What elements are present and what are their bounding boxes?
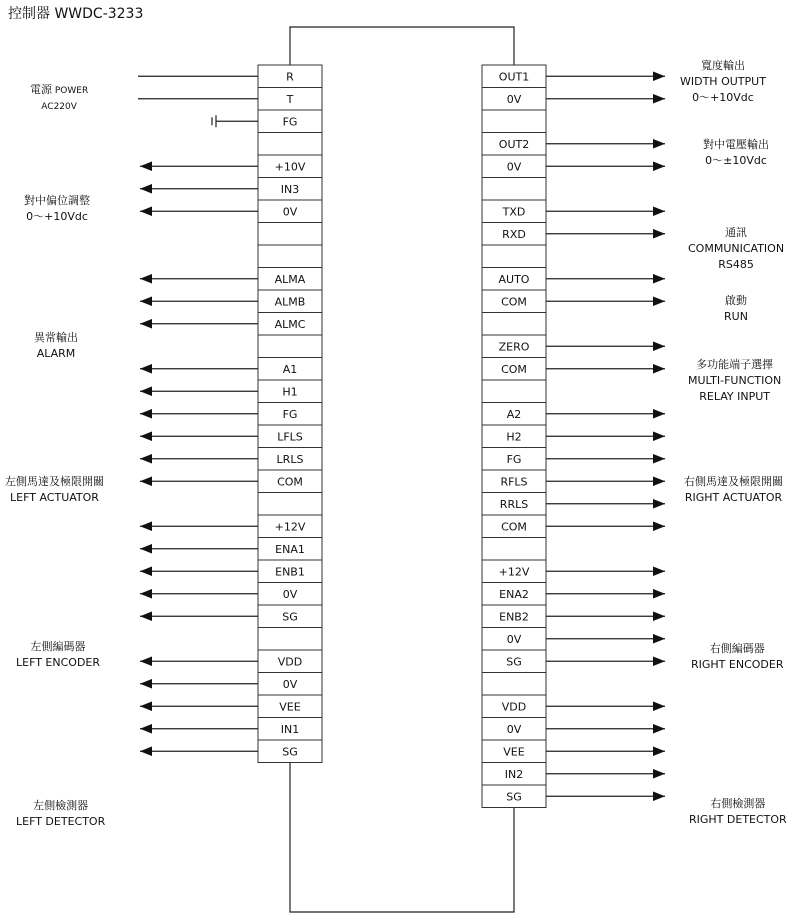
left-terminal-lrls: LRLS (276, 452, 304, 466)
left-terminal-lfls: LFLS (277, 430, 303, 444)
right-terminal-sg: SG (506, 655, 522, 669)
group-label-left-encoder: 左側編碼器 LEFT ENCODER (16, 640, 101, 669)
left-terminal-ena1: ENA1 (275, 542, 305, 556)
right-terminal-auto: AUTO (498, 272, 530, 286)
group-label-right-detector: 右側檢測器 RIGHT DETECTOR (689, 797, 787, 826)
right-terminal-0v: 0V (506, 722, 522, 736)
group-label-relay-input: 多功能端子選擇 MULTI-FUNCTION RELAY INPUT (688, 358, 782, 403)
left-terminal-in3: IN3 (280, 182, 300, 196)
left-terminal-sg: SG (282, 745, 298, 759)
left-terminal-plus10v: +10V (274, 160, 306, 174)
right-terminal-vee: VEE (503, 745, 525, 759)
right-terminal-0v: 0V (506, 632, 522, 646)
left-terminal-alma: ALMA (274, 272, 306, 286)
right-terminal-zero: ZERO (498, 340, 530, 354)
group-label-alarm: 異常輸出 ALARM (34, 331, 78, 360)
right-terminal-a2: A2 (506, 407, 522, 421)
group-label-center-voltage: 對中電壓輸出 0～±10Vdc (703, 138, 769, 167)
left-terminal-enb1: ENB1 (275, 565, 305, 579)
group-label-center-adjust: 對中偏位調整 0～+10Vdc (24, 194, 90, 223)
left-terminal-plus12v: +12V (274, 520, 306, 534)
right-terminal-enb2: ENB2 (499, 610, 529, 624)
group-label-power: 電源 POWER AC220V (30, 83, 89, 112)
group-label-left-detector: 左側檢測器 LEFT DETECTOR (16, 799, 106, 828)
left-terminal-0v: 0V (282, 677, 298, 691)
left-terminal-0v: 0V (282, 587, 298, 601)
right-terminal-0v: 0V (506, 160, 522, 174)
right-terminal-com: COM (501, 520, 527, 534)
group-label-right-actuator: 右側馬達及極限開關 RIGHT ACTUATOR (684, 475, 783, 504)
left-terminal-a1: A1 (282, 362, 298, 376)
left-terminal-h1: H1 (282, 385, 298, 399)
right-terminal-com: COM (501, 362, 527, 376)
bottom-link-wire (290, 763, 514, 913)
right-terminal-txd: TXD (502, 205, 526, 219)
right-terminal-out2: OUT2 (498, 137, 530, 151)
group-label-left-actuator: 左側馬達及極限開關 LEFT ACTUATOR (5, 475, 104, 504)
left-terminal-0v: 0V (282, 205, 298, 219)
right-terminal-h2: H2 (506, 430, 522, 444)
left-terminal-almb: ALMB (274, 295, 306, 309)
group-label-communication: 通訊 COMMUNICATION RS485 (688, 226, 785, 271)
right-terminal-rxd: RXD (502, 227, 526, 241)
right-terminal-0v: 0V (506, 92, 522, 106)
right-terminal-vdd: VDD (501, 700, 527, 714)
group-label-width-output: 寬度輸出 WIDTH OUTPUT 0～+10Vdc (680, 59, 766, 104)
left-terminal-t: T (286, 92, 294, 106)
group-label-run: 啟動 RUN (724, 294, 748, 323)
left-terminal-r: R (286, 70, 294, 84)
right-terminal-com: COM (501, 295, 527, 309)
right-terminal-rfls: RFLS (500, 475, 528, 489)
left-terminal-fg: FG (282, 115, 298, 129)
left-terminal-vee: VEE (279, 700, 301, 714)
right-terminal-in2: IN2 (504, 767, 524, 781)
left-terminal-almc: ALMC (274, 317, 306, 331)
right-terminal-fg: FG (506, 452, 522, 466)
left-terminal-com: COM (277, 475, 303, 489)
right-terminal-rrls: RRLS (499, 497, 529, 511)
top-link-wire (290, 27, 514, 65)
right-terminal-plus12v: +12V (498, 565, 530, 579)
left-terminal-in1: IN1 (280, 722, 300, 736)
right-terminal-sg: SG (506, 790, 522, 804)
left-terminal-vdd: VDD (277, 655, 303, 669)
group-label-right-encoder: 右側編碼器 RIGHT ENCODER (691, 642, 784, 671)
right-terminal-out1: OUT1 (498, 70, 530, 84)
left-terminal-sg: SG (282, 610, 298, 624)
diagram-title: 控制器 WWDC-3233 (8, 6, 144, 22)
right-terminal-ena2: ENA2 (499, 587, 529, 601)
left-terminal-fg: FG (282, 407, 298, 421)
